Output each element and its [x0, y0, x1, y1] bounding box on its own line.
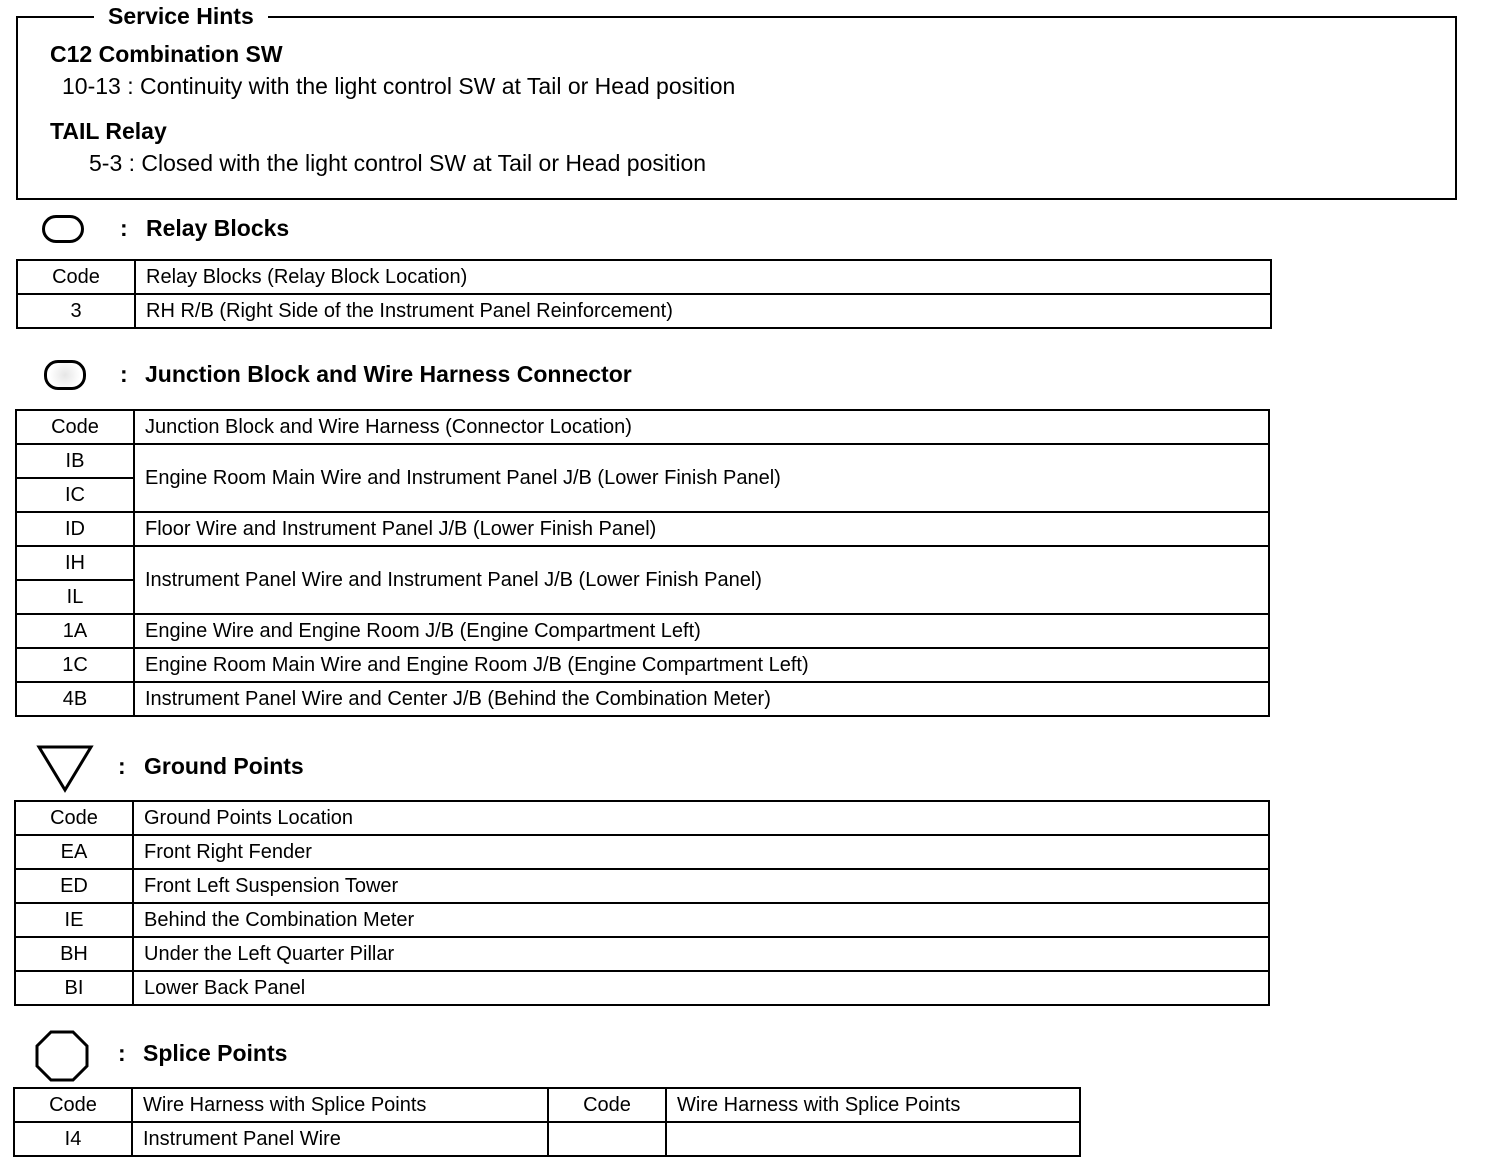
row-code: BI	[15, 971, 133, 1005]
header-code: Code	[16, 410, 134, 444]
c12-hint-line: 10-13 : Continuity with the light control SW at Tail or Head position	[62, 73, 736, 99]
splice-title: Splice Points	[143, 1040, 288, 1066]
row-code-2	[548, 1122, 666, 1156]
row-code: IL	[16, 580, 134, 614]
header-code: Code	[15, 801, 133, 835]
table-row	[16, 614, 1269, 648]
relay-blocks-colon: :	[120, 215, 128, 241]
table-header-row	[17, 260, 1271, 294]
row-desc: Lower Back Panel	[133, 971, 1269, 1005]
row-code: IE	[15, 903, 133, 937]
row-code: IB	[16, 444, 134, 478]
row-desc-2	[666, 1122, 1080, 1156]
row-desc: RH R/B (Right Side of the Instrument Panel Reinforcement)	[135, 294, 1271, 328]
header-desc: Relay Blocks (Relay Block Location)	[135, 260, 1271, 294]
header-desc: Junction Block and Wire Harness (Connector Location)	[134, 410, 1269, 444]
row-desc: Engine Room Main Wire and Engine Room J/B (Engine Compartment Left)	[134, 648, 1269, 682]
row-code: IH	[16, 546, 134, 580]
table-header-row	[16, 410, 1269, 444]
row-desc: Engine Room Main Wire and Instrument Panel J/B (Lower Finish Panel)	[134, 444, 1269, 512]
table-row	[15, 903, 1269, 937]
row-code: IC	[16, 478, 134, 512]
header-desc-2: Wire Harness with Splice Points	[666, 1088, 1080, 1122]
junction-block-symbol-icon	[44, 360, 86, 390]
table-row	[16, 648, 1269, 682]
splice-point-octagon-icon	[34, 1029, 90, 1083]
row-code: 4B	[16, 682, 134, 716]
relay-block-symbol-icon	[42, 215, 84, 243]
table-row	[16, 444, 1269, 478]
tail-relay-heading: TAIL Relay	[50, 118, 167, 144]
row-code: BH	[15, 937, 133, 971]
table-row	[15, 869, 1269, 903]
table-row	[17, 294, 1271, 328]
table-row	[16, 682, 1269, 716]
junction-table	[15, 409, 1270, 717]
row-code-1: I4	[14, 1122, 132, 1156]
splice-table	[13, 1087, 1081, 1157]
relay-blocks-title: Relay Blocks	[146, 215, 290, 241]
splice-colon: :	[118, 1040, 126, 1066]
junction-colon: :	[120, 361, 128, 387]
header-desc-1: Wire Harness with Splice Points	[132, 1088, 548, 1122]
row-desc: Instrument Panel Wire and Center J/B (Behind the Combination Meter)	[134, 682, 1269, 716]
table-row	[16, 546, 1269, 580]
row-code: ED	[15, 869, 133, 903]
table-row	[15, 835, 1269, 869]
relay-blocks-table	[16, 259, 1272, 329]
row-desc-1: Instrument Panel Wire	[132, 1122, 548, 1156]
header-desc: Ground Points Location	[133, 801, 1269, 835]
table-row	[16, 512, 1269, 546]
row-code: 1A	[16, 614, 134, 648]
tail-relay-hint-line: 5-3 : Closed with the light control SW at Tail or Head position	[89, 150, 707, 176]
junction-title: Junction Block and Wire Harness Connector	[145, 361, 632, 387]
row-code: 1C	[16, 648, 134, 682]
row-desc: Floor Wire and Instrument Panel J/B (Lower Finish Panel)	[134, 512, 1269, 546]
row-desc: Instrument Panel Wire and Instrument Panel J/B (Lower Finish Panel)	[134, 546, 1269, 614]
ground-title: Ground Points	[144, 753, 304, 779]
row-desc: Engine Wire and Engine Room J/B (Engine Compartment Left)	[134, 614, 1269, 648]
ground-colon: :	[118, 753, 126, 779]
c12-heading: C12 Combination SW	[50, 41, 283, 67]
header-code: Code	[17, 260, 135, 294]
header-code-1: Code	[14, 1088, 132, 1122]
header-code-2: Code	[548, 1088, 666, 1122]
row-desc: Front Left Suspension Tower	[133, 869, 1269, 903]
row-code: ID	[16, 512, 134, 546]
ground-point-triangle-icon	[36, 744, 94, 794]
row-desc: Behind the Combination Meter	[133, 903, 1269, 937]
ground-table	[14, 800, 1270, 1006]
table-header-row	[15, 801, 1269, 835]
row-desc: Front Right Fender	[133, 835, 1269, 869]
row-code: 3	[17, 294, 135, 328]
row-code: EA	[15, 835, 133, 869]
table-row	[15, 971, 1269, 1005]
table-row	[14, 1122, 1080, 1156]
row-desc: Under the Left Quarter Pillar	[133, 937, 1269, 971]
table-row	[15, 937, 1269, 971]
table-header-row	[14, 1088, 1080, 1122]
service-hints-title: Service Hints	[94, 2, 268, 30]
